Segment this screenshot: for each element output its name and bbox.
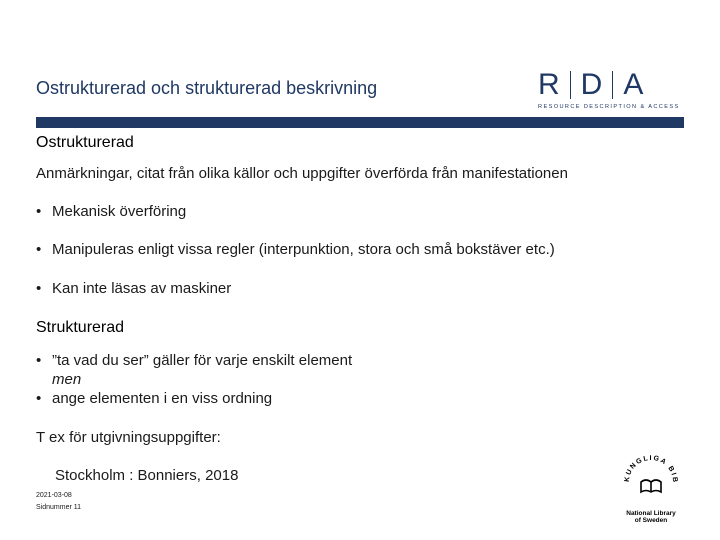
bullet-glyph: • bbox=[36, 390, 42, 407]
svg-text:KUNGLIGA BIBLIOTEKET bbox=[615, 452, 678, 484]
kb-caption-line2: of Sweden bbox=[634, 517, 668, 524]
list-item bbox=[36, 352, 352, 369]
list-item-text: ”ta vad du ser” gäller för varje enskilt element bbox=[52, 352, 353, 369]
bullet-glyph: • bbox=[36, 241, 42, 258]
rda-separator bbox=[570, 71, 571, 99]
bullet-glyph: • bbox=[36, 352, 42, 369]
unstructured-description: Anmärkningar, citat från olika källor och uppgifter överförda från manifestationen bbox=[36, 165, 568, 182]
kb-ring-text: KUNGLIGA BIB bbox=[623, 454, 679, 484]
rda-separator bbox=[612, 71, 613, 99]
kb-logo bbox=[615, 452, 687, 528]
kb-emblem-icon bbox=[615, 452, 687, 510]
list-item-text: ange elementen i en viss ordning bbox=[52, 390, 273, 407]
section-heading-unstructured: Ostrukturerad bbox=[36, 134, 134, 151]
list-item bbox=[36, 280, 231, 297]
kb-caption-line1: National Library bbox=[626, 510, 676, 517]
list-item-text: Manipuleras enligt vissa regler (interpunktion, stora och små bokstäver etc.) bbox=[52, 241, 555, 258]
rda-logo bbox=[538, 70, 682, 114]
example-label: T ex för utgivningsuppgifter: bbox=[36, 429, 221, 446]
list-item bbox=[36, 241, 555, 258]
slide-title: Ostrukturerad och strukturerad beskrivning bbox=[36, 78, 378, 98]
kb-caption bbox=[615, 510, 687, 524]
bullet-glyph: • bbox=[36, 280, 42, 297]
connector-text: men bbox=[52, 371, 82, 388]
footer-page-number: Sidnummer 11 bbox=[36, 504, 82, 511]
header-divider-bar bbox=[36, 117, 684, 128]
footer-date: 2021-03-08 bbox=[36, 492, 72, 499]
rda-letter-d: D bbox=[580, 68, 603, 101]
rda-tagline: RESOURCE DESCRIPTION & ACCESS bbox=[538, 104, 680, 110]
example-value: Stockholm : Bonniers, 2018 bbox=[55, 467, 239, 484]
rda-letter-a: A bbox=[623, 68, 644, 101]
rda-letter-r: R bbox=[538, 68, 560, 101]
bullet-glyph: • bbox=[36, 203, 42, 220]
list-item bbox=[36, 390, 272, 407]
section-heading-structured: Strukturerad bbox=[36, 319, 125, 336]
list-item-text: Mekanisk överföring bbox=[52, 203, 187, 220]
list-item bbox=[36, 203, 186, 220]
list-item-text: Kan inte läsas av maskiner bbox=[52, 280, 232, 297]
